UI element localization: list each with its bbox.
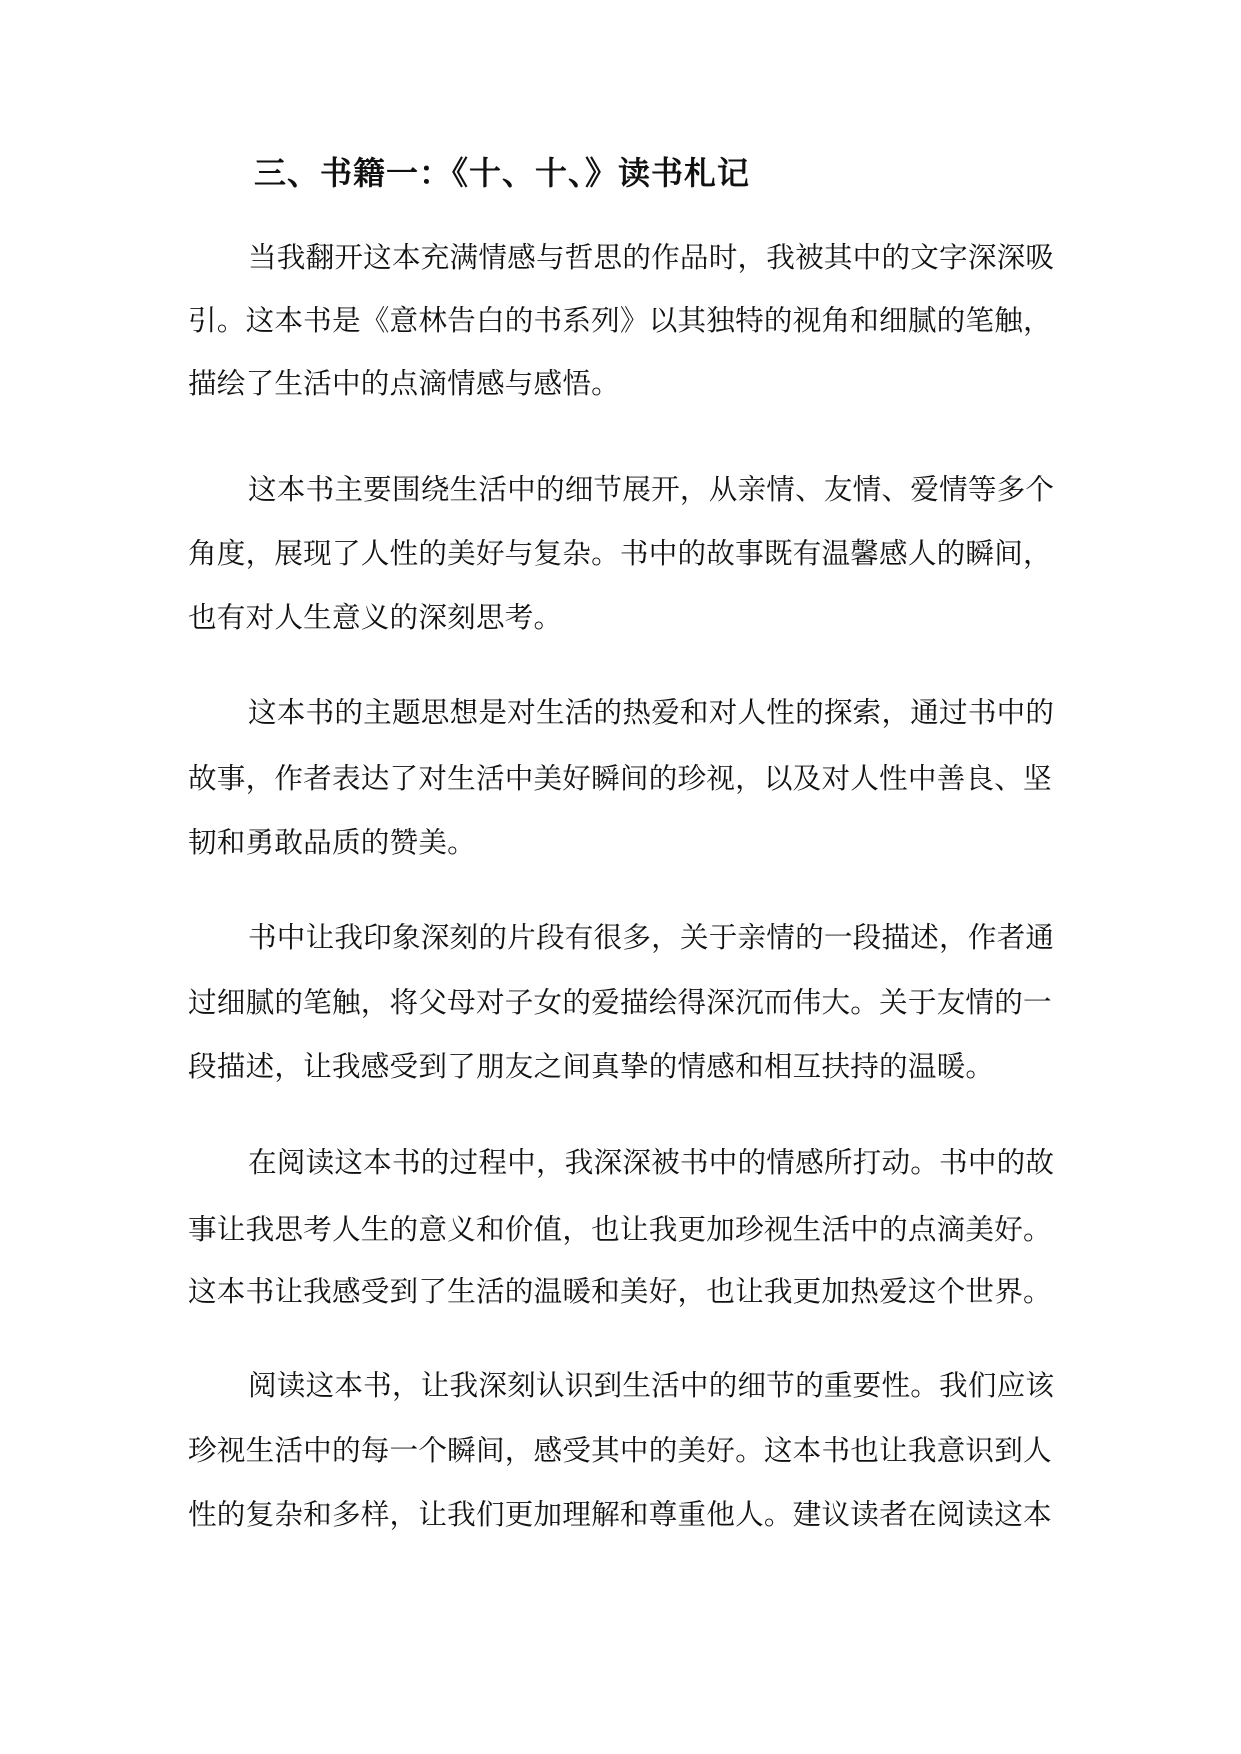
paragraph-line: 也有对人生意义的深刻思考。	[188, 600, 563, 634]
paragraph-line: 当我翻开这本充满情感与哲思的作品时，我被其中的文字深深吸	[248, 240, 1055, 274]
paragraph-line: 阅读这本书，让我深刻认识到生活中的细节的重要性。我们应该	[248, 1368, 1055, 1402]
paragraph-line: 韧和勇敢品质的赞美。	[188, 825, 476, 859]
paragraph-line: 段描述，让我感受到了朋友之间真挚的情感和相互扶持的温暖。	[188, 1049, 995, 1083]
paragraph-line: 故事，作者表达了对生活中美好瞬间的珍视，以及对人性中善良、坚	[188, 761, 1052, 795]
paragraph-line: 性的复杂和多样，让我们更加理解和尊重他人。建议读者在阅读这本	[188, 1497, 1052, 1531]
paragraph-line: 这本书主要围绕生活中的细节展开，从亲情、友情、爱情等多个	[248, 472, 1055, 506]
paragraph-line: 引。这本书是《意林告白的书系列》以其独特的视角和细腻的笔触，	[188, 303, 1052, 337]
paragraph-line: 描绘了生活中的点滴情感与感悟。	[188, 366, 620, 400]
paragraph-line: 这本书让我感受到了生活的温暖和美好，也让我更加热爱这个世界。	[188, 1274, 1052, 1308]
paragraph-line: 角度，展现了人性的美好与复杂。书中的故事既有温馨感人的瞬间，	[188, 536, 1052, 570]
paragraph-line: 过细腻的笔触，将父母对子女的爱描绘得深沉而伟大。关于友情的一	[188, 985, 1052, 1019]
paragraph-line: 事让我思考人生的意义和价值，也让我更加珍视生活中的点滴美好。	[188, 1212, 1052, 1246]
paragraph-line: 书中让我印象深刻的片段有很多，关于亲情的一段描述，作者通	[248, 920, 1055, 954]
paragraph-line: 这本书的主题思想是对生活的热爱和对人性的探索，通过书中的	[248, 695, 1055, 729]
paragraph-line: 珍视生活中的每一个瞬间，感受其中的美好。这本书也让我意识到人	[188, 1433, 1052, 1467]
section-heading: 三、书籍一：《十、十、》读书札记	[254, 154, 751, 192]
paragraph-line: 在阅读这本书的过程中，我深深被书中的情感所打动。书中的故	[248, 1145, 1055, 1179]
